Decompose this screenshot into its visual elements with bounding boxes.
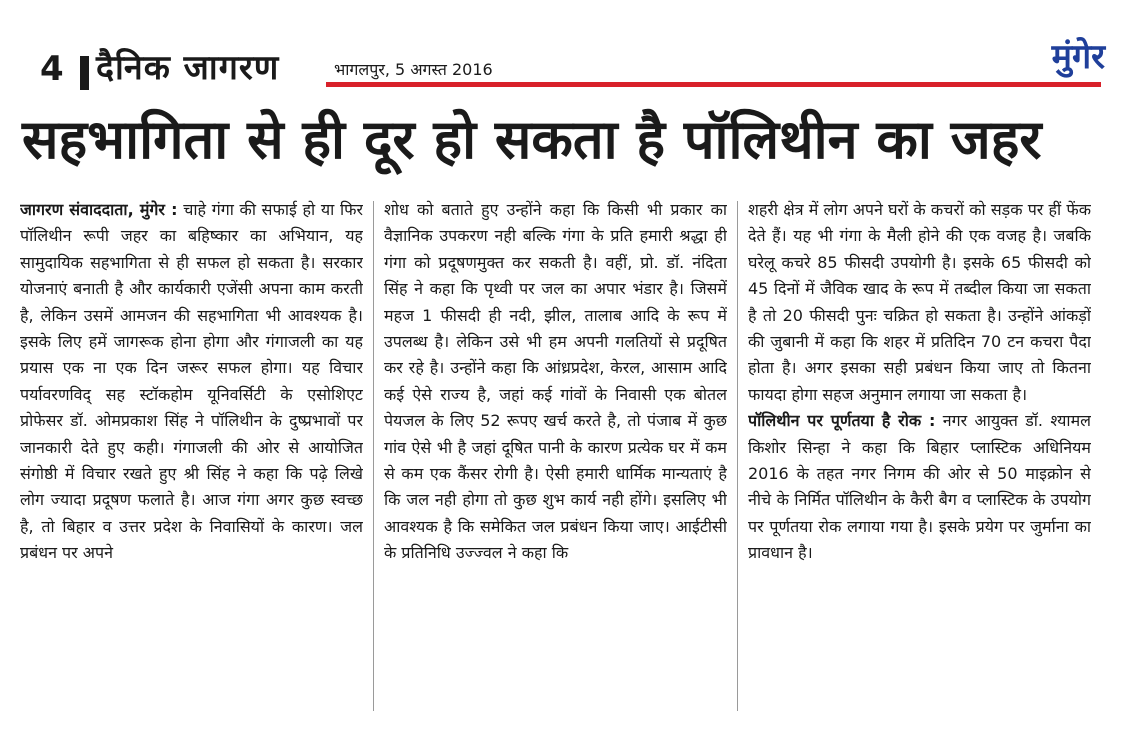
page-number: 4	[40, 49, 64, 89]
masthead-rule	[326, 82, 1101, 87]
column-3-text: शहरी क्षेत्र में लोग अपने घरों के कचरों को सड़क पर हीं फेंक देते हैं। यह भी गंगा के मैली होने की एक वजह है। जबकि घरेलू कचरे 85 फीसदी उपयोगी है। इसके 65 फीसदी को 45 दिनों में जैविक खाद के रूप में तब्दील किया जा सकता है तो 20 फीसदी पुनः चक्रित हो सकता है। उन्होंने आंकड़ों की जुबानी में कहा कि शहर में प्रतिदिन 70 टन कचरा पैदा होता है। अगर इसका सही प्रबंधन किया जाए तो कितना फायदा होगा सहज अनुमान लगाया जा सकता है।	[748, 200, 1091, 404]
column-divider	[737, 201, 738, 711]
city-edition: मुंगेर	[1051, 37, 1105, 77]
newspaper-name: दैनिक जागरण	[96, 48, 280, 88]
column-1-text: चाहे गंगा की सफाई हो या फिर पॉलिथीन रूपी जहर का बहिष्कार का अभियान, यह सामुदायिक सहभागिता से ही सफल हो सकता है। सरकार योजनाएं बनाती है और कार्यकारी एजेंसी अपना काम करती है, लेकिन उसमें आमजन की सहभागिता भी आवश्यक है। इसके लिए हमें जागरूक होना होगा और गंगाजली का यह प्रयास एक ना एक दिन जरूर सफल होगा। यह विचार पर्यावरणविद् सह स्टॉकहोम यूनिवर्सिटी के एसोशिएट प्रोफेसर डॉ. ओमप्रकाश सिंह ने पॉलिथीन के दुष्प्रभावों पर जानकारी देते हुए कही। गंगाजली की ओर से आयोजित संगोष्ठी में विचार रखते हुए श्री सिंह ने कहा कि पढ़े लिखे लोग ज्यादा प्रदूषण फलाते है। आज गंगा अगर कुछ स्वच्छ है, तो बिहार व उत्तर प्रदेश के निवासियों के कारण। जल प्रबंधन पर अपने	[20, 200, 363, 563]
column-1	[20, 197, 363, 722]
paragraph-subsection	[748, 408, 1091, 566]
dateline: भागलपुर, 5 अगस्त 2016	[334, 60, 493, 79]
column-3-text-2: नगर आयुक्त डॉ. श्यामल किशोर सिन्हा ने कहा कि बिहार प्लास्टिक अधिनियम 2016 के तहत नगर निगम की ओर से 50 माइक्रोन से नीचे के निर्मित पॉलिथीन के कैरी बैग व प्लास्टिक के उपयोग पर पूर्णतया रोक लगाया गया है। इसके प्रयेग पर जुर्माना का प्रावधान है।	[748, 411, 1091, 563]
masthead	[0, 0, 1125, 95]
column-2-text: शोध को बताते हुए उन्होंने कहा कि किसी भी प्रकार का वैज्ञानिक उपकरण नही बल्कि गंगा के प्रति हमारी श्रद्धा ही गंगा को प्रदूषणमुक्त कर सकती है। वहीं, प्रो. डॉ. नंदिता सिंह ने कहा कि पृथ्वी पर जल का अपार भंडार है। जिसमें महज 1 फीसदी ही नदी, झील, तालाब आदि के रूप में उपलब्ध है। लेकिन उसे भी हम अपनी गलतियों से प्रदूषित कर रहे है। उन्होंने कहा कि आंध्रप्रदेश, केरल, आसाम आदि कई ऐसे राज्य है, जहां कई गांवों के निवासी एक बोतल पेयजल के लिए 52 रूपए खर्च करते है, तो पंजाब में कुछ गांव ऐसे भी है जहां दूषित पानी के कारण प्रत्येक घर में कम से कम एक कैंसर रोगी है। ऐसी हमारी धार्मिक मान्यताएं है कि जल नही होगा तो कुछ शुभ कार्य नही होंगे। इसलिए भी आवश्यक है कि समेकित जल प्रबंधन किया जाए। आईटीसी के प्रतिनिधि उज्ज्वल ने कहा कि	[384, 200, 727, 563]
column-3	[748, 197, 1091, 722]
headline: सहभागिता से ही दूर हो सकता है पॉलिथीन का जहर	[22, 108, 1042, 171]
article-body	[20, 197, 1110, 722]
column-divider	[373, 201, 374, 711]
paragraph-1	[20, 197, 363, 567]
subheading: पॉलिथीन पर पूर्णतया है रोक :	[748, 411, 936, 431]
column-2	[384, 197, 727, 722]
masthead-divider	[80, 56, 89, 90]
byline: जागरण संवाददाता, मुंगेर :	[20, 200, 178, 219]
